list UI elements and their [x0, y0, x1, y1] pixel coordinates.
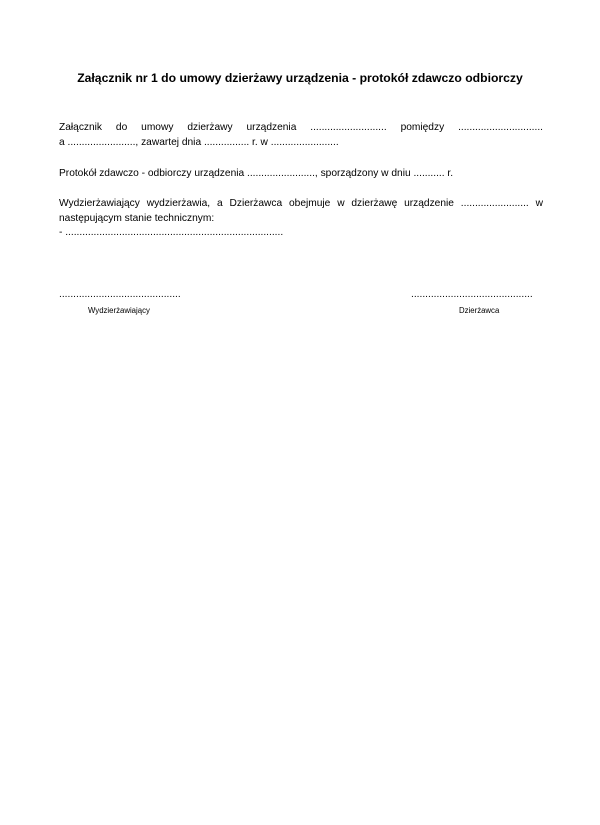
- text-word: Załącznik: [59, 122, 103, 133]
- paragraph-line: [59, 121, 543, 136]
- signature-label-lessor: Wydzierżawiający: [88, 306, 150, 315]
- text-word: dzierżawy: [187, 122, 233, 133]
- fill-in-blank: ...........................: [310, 122, 387, 133]
- text-word: a: [216, 198, 223, 209]
- fill-in-blank: ........................: [460, 198, 529, 209]
- paragraph-agreement-reference: [59, 121, 543, 150]
- text-word: w: [337, 198, 345, 209]
- signature-line-lessee: ...........................................: [411, 289, 533, 300]
- paragraph-line: następującym stanie technicznym:: [59, 212, 215, 224]
- text-word: wydzierżawia,: [146, 198, 211, 209]
- text-word: pomiędzy: [400, 122, 445, 133]
- paragraph-lease-statement: [59, 197, 543, 241]
- fill-in-blank: ..............................: [458, 122, 543, 133]
- text-word: urządzenia: [246, 122, 297, 133]
- text-word: obejmuje: [289, 198, 331, 209]
- paragraph-line: a ........................, zawartej dnia ................ r. w ........................: [59, 136, 339, 148]
- text-word: urządzenie: [404, 198, 454, 209]
- text-word: Wydzierżawiający: [59, 198, 140, 209]
- paragraph-line: [59, 197, 543, 212]
- text-word: w: [535, 198, 543, 209]
- text-word: umowy: [141, 122, 174, 133]
- document-title: Załącznik nr 1 do umowy dzierżawy urządzenia - protokół zdawczo odbiorczy: [77, 71, 523, 85]
- condition-list-item: - .............................................................................: [59, 227, 284, 238]
- paragraph-protocol: Protokół zdawczo - odbiorczy urządzenia ........................, sporządzony w dniu ........... r.: [59, 168, 454, 179]
- text-word: Dzierżawca: [229, 198, 283, 209]
- signature-label-lessee: Dzierżawca: [459, 306, 500, 315]
- text-word: do: [115, 122, 128, 133]
- signature-line-lessor: ...........................................: [59, 289, 181, 300]
- text-word: dzierżawę: [351, 198, 398, 209]
